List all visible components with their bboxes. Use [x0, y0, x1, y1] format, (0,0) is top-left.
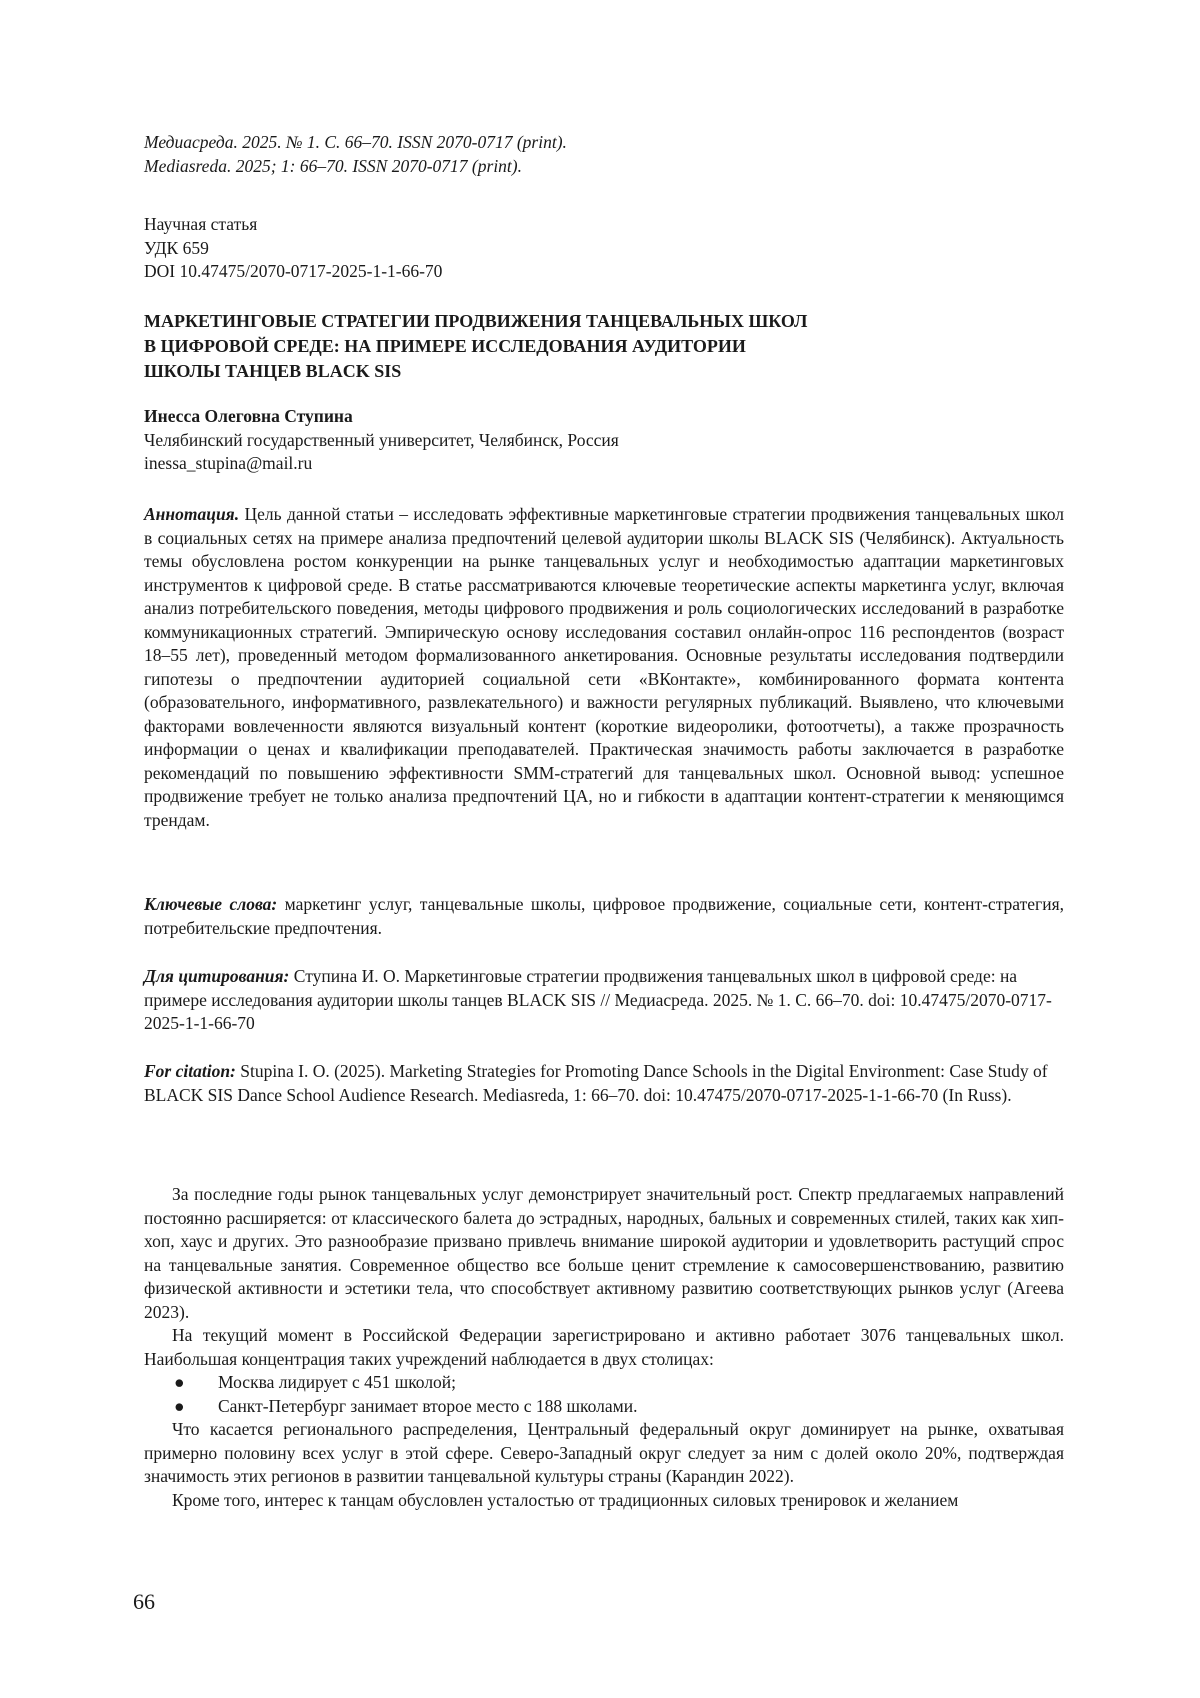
- title-line: МАРКЕТИНГОВЫЕ СТРАТЕГИИ ПРОДВИЖЕНИЯ ТАНЦЕВАЛЬНЫХ ШКОЛ: [144, 311, 808, 331]
- citation-ru-label: Для цитирования:: [144, 966, 290, 986]
- author-email[interactable]: inessa_stupina@mail.ru: [144, 453, 313, 473]
- citation-en: [144, 1060, 1064, 1107]
- article-title: [144, 309, 1064, 384]
- title-line: В ЦИФРОВОЙ СРЕДЕ: НА ПРИМЕРЕ ИССЛЕДОВАНИЯ АУДИТОРИИ: [144, 336, 746, 356]
- list-item: [144, 1395, 1064, 1419]
- title-line: ШКОЛЫ ТАНЦЕВ BLACK SIS: [144, 361, 402, 381]
- article-meta: [144, 213, 1064, 284]
- article-body: [144, 1183, 1064, 1512]
- abstract: [144, 503, 1064, 832]
- page-number: 66: [133, 1589, 155, 1614]
- keywords-label: Ключевые слова:: [144, 894, 278, 914]
- abstract-text: Цель данной статьи – исследовать эффективные маркетинговые стратегии продвижения танцевальных школ в социальных сетях на примере анализа предпочтений целевой аудитории школы BLACK SIS (Челябинск). Актуальность темы обусловлена ростом конкуренции на рынке танцевальных услуг и необходимостью адаптации маркетинговых инструментов к цифровой среде. В статье рассматриваются ключевые теоретические аспекты маркетинга услуг, включая анализ потребительского поведения, методы цифрового продвижения и роль социологических исследований в разработке коммуникационных стратегий. Эмпирическую основу исследования составил онлайн-опрос 116 респондентов (возраст 18–55 лет), проведенный методом формализованного анкетирования. Основные результаты исследования подтвердили гипотезы о предпочтении аудиторией социальной сети «ВКонтакте», комбинированного формата контента (образовательного, информативного, развлекательного) и важности регулярных публикаций. Выявлено, что ключевыми факторами вовлеченности являются визуальный контент (короткие видеоролики, фотоотчеты), а также прозрачность информации о ценах и квалификации преподавателей. Практическая значимость работы заключается в разработке рекомендаций по повышению эффективности SMM-стратегий для танцевальных школ. Основной вывод: успешное продвижение требует не только анализа предпочтений ЦА, но и гибкости в адаптации контент-стратегии к меняющимся трендам.: [144, 504, 1065, 830]
- author-name: Инесса Олеговна Ступина: [144, 406, 353, 426]
- body-paragraph: За последние годы рынок танцевальных услуг демонстрирует значительный рост. Спектр предлагаемых направлений постоянно расширяется: от классического балета до эстрадных, народных, бальных и современных стилей, таких как хип-хоп, хаус и других. Это разнообразие призвано привлечь внимание широкой аудитории и удовлетворить растущий спрос на танцевальные занятия. Современное общество все больше ценит стремление к самосовершенствованию, развитию физической активности и эстетики тела, что способствует активному развитию соответствующих рынков услуг (Агеева 2023).: [144, 1184, 1064, 1322]
- keywords: [144, 893, 1064, 940]
- bullet-icon: ●: [174, 1395, 185, 1416]
- citation-en-text: Stupina I. O. (2025). Marketing Strategies for Promoting Dance Schools in the Digital Environment: Case Study of BLACK SIS Dance School Audience Research. Mediasreda, 1: 66–70. doi: 10.47475/2070-0717-2025-1-1-66-70 (In Russ).: [144, 1061, 1048, 1105]
- journal-reference-en: Mediasreda. 2025; 1: 66–70. ISSN 2070-0717 (print).: [144, 155, 522, 176]
- keywords-text: маркетинг услуг, танцевальные школы, цифровое продвижение, социальные сети, контент-стратегия, потребительские предпочтения.: [144, 894, 1065, 938]
- udk-code: УДК 659: [144, 237, 209, 258]
- doi: DOI 10.47475/2070-0717-2025-1-1-66-70: [144, 261, 443, 281]
- author-block: [144, 405, 1064, 476]
- journal-reference-ru: Медиасреда. 2025. № 1. С. 66–70. ISSN 2070-0717 (print).: [144, 132, 567, 152]
- body-paragraph: На текущий момент в Российской Федерации зарегистрировано и активно работает 3076 танцевальных школ. Наибольшая концентрация таких учреждений наблюдается в двух столицах:: [144, 1325, 1064, 1369]
- author-affiliation: Челябинский государственный университет, Челябинск, Россия: [144, 429, 619, 450]
- bullet-list: [144, 1371, 1064, 1418]
- citation-en-label: For citation:: [144, 1061, 236, 1081]
- list-item-text: Санкт-Петербург занимает второе место с 188 школами.: [218, 1395, 638, 1416]
- body-paragraph: Кроме того, интерес к танцам обусловлен усталостью от традиционных силовых тренировок и желанием: [172, 1489, 959, 1510]
- citation-ru: [144, 965, 1064, 1036]
- journal-reference: [144, 131, 1064, 178]
- list-item: [144, 1371, 1064, 1395]
- abstract-label: Аннотация.: [144, 504, 240, 524]
- article-type: Научная статья: [144, 214, 258, 234]
- bullet-icon: ●: [174, 1372, 185, 1392]
- body-paragraph: Что касается регионального распределения, Центральный федеральный округ доминирует на рынке, охватывая примерно половину всех услуг в этой сфере. Северо-Западный округ следует за ним с долей около 20%, подтверждая значимость этих регионов в развитии танцевальной культуры страны (Карандин 2022).: [144, 1419, 1064, 1486]
- citation-ru-text: Ступина И. О. Маркетинговые стратегии продвижения танцевальных школ в цифровой среде: на примере исследования аудитории школы танцев BLACK SIS // Медиасреда. 2025. № 1. С. 66–70. doi: 10.47475/2070-0717-2025-1-1-66-70: [144, 966, 1052, 1033]
- list-item-text: Москва лидирует с 451 школой;: [218, 1372, 457, 1392]
